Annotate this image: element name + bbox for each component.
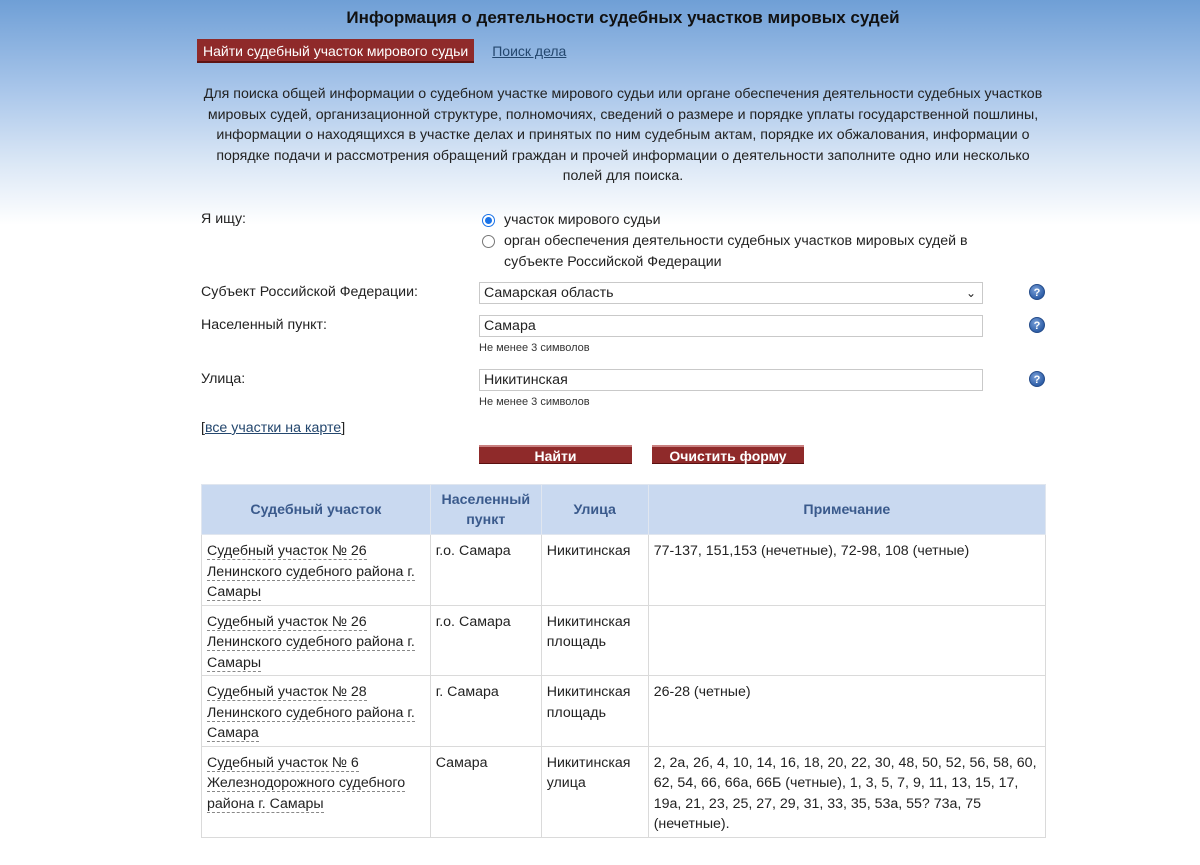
table-row [202, 676, 1046, 747]
cell-locality: г.о. Самара [430, 535, 541, 606]
court-link[interactable]: Судебный участок № 6 Железнодорожного судебного района г. Самары [207, 754, 406, 812]
cell-note [648, 605, 1045, 676]
subject-select-value: Самарская область [484, 285, 614, 301]
cell-court [202, 535, 431, 606]
cell-locality: Самара [430, 746, 541, 837]
bracket-open: [ [201, 420, 205, 436]
cell-note: 77-137, 151,153 (нечетные), 72-98, 108 (четные) [648, 535, 1045, 606]
radio-option-authority[interactable] [482, 231, 989, 273]
locality-hint: Не менее 3 символов [479, 342, 590, 354]
results-table [201, 484, 1046, 838]
table-row [202, 535, 1046, 606]
column-header-locality: Населенный пункт [430, 485, 541, 535]
cell-note: 26-28 (четные) [648, 676, 1045, 747]
locality-input-value: Самара [484, 318, 536, 334]
help-icon[interactable]: ? [1029, 371, 1045, 387]
map-link-wrapper [201, 420, 345, 436]
street-hint: Не менее 3 символов [479, 396, 590, 408]
street-input[interactable] [479, 369, 983, 391]
bracket-close: ] [341, 420, 346, 436]
radio-court-label: участок мирового судьи [504, 212, 661, 228]
help-icon[interactable]: ? [1029, 284, 1045, 300]
cell-locality: г. Самара [430, 676, 541, 747]
tab-find-court[interactable]: Найти судебный участок мирового судьи [197, 39, 474, 63]
column-header-note: Примечание [648, 485, 1045, 535]
cell-court [202, 746, 431, 837]
chevron-down-icon: ⌄ [965, 286, 976, 300]
cell-street: Никитинская площадь [541, 676, 648, 747]
column-header-street: Улица [541, 485, 648, 535]
subject-select[interactable] [479, 282, 983, 304]
cell-locality: г.о. Самара [430, 605, 541, 676]
cell-street: Никитинская площадь [541, 605, 648, 676]
street-label: Улица: [201, 371, 246, 387]
cell-court [202, 605, 431, 676]
search-for-label: Я ищу: [201, 211, 246, 227]
intro-text: Для поиска общей информации о судебном участке мирового судьи или органе обеспечения деятельности судебных участков мировых судей, организационной структуре, полномочиях, сведений о размере и порядке уплаты государственной пошлины, информации о находящихся в участке делах и принятых по ним судебным актам, порядке их обжалования, информации о порядке подачи и рассмотрения обращений граждан и прочей информации о деятельности заполните одно или несколько полей для поиска. [203, 86, 1043, 184]
all-courts-map-link[interactable]: все участки на карте [204, 420, 342, 436]
court-link[interactable]: Судебный участок № 26 Ленинского судебного района г. Самары [207, 543, 415, 600]
cell-street: Никитинская [541, 535, 648, 606]
radio-authority-label: орган обеспечения деятельности судебных участков мировых судей в субъекте Российской Федерации [504, 233, 968, 270]
court-link[interactable]: Судебный участок № 28 Ленинского судебного района г. Самара [207, 684, 415, 741]
tab-case-search[interactable]: Поиск дела [492, 43, 567, 59]
locality-label: Населенный пункт: [201, 317, 327, 333]
radio-court[interactable] [482, 214, 495, 227]
court-link[interactable]: Судебный участок № 26 Ленинского судебного района г. Самары [207, 613, 415, 671]
clear-form-button[interactable]: Очистить форму [652, 445, 804, 464]
column-header-court: Судебный участок [202, 485, 431, 535]
find-button[interactable]: Найти [479, 445, 632, 464]
table-header-row [202, 485, 1046, 535]
radio-option-court[interactable] [482, 210, 989, 231]
tabs [197, 39, 566, 63]
locality-input[interactable] [479, 315, 983, 337]
street-input-value: Никитинская [484, 372, 568, 388]
table-row [202, 746, 1046, 837]
cell-court [202, 676, 431, 747]
subject-label: Субъект Российской Федерации: [201, 284, 418, 300]
page-title: Информация о деятельности судебных участков мировых судей [346, 8, 900, 27]
table-row [202, 605, 1046, 676]
cell-street: Никитинская улица [541, 746, 648, 837]
radio-authority[interactable] [482, 235, 495, 248]
cell-note: 2, 2а, 2б, 4, 10, 14, 16, 18, 20, 22, 30, 48, 50, 52, 56, 58, 60, 62, 54, 66, 66а, 66Б (четные), 1, 3, 5, 7, 9, 11, 13, 15, 17, 19а, 21, 23, 25, 27, 29, 31, 33, 35, 53а, 55? 73а, 75 (нечетные). [648, 746, 1045, 837]
help-icon[interactable]: ? [1029, 317, 1045, 333]
